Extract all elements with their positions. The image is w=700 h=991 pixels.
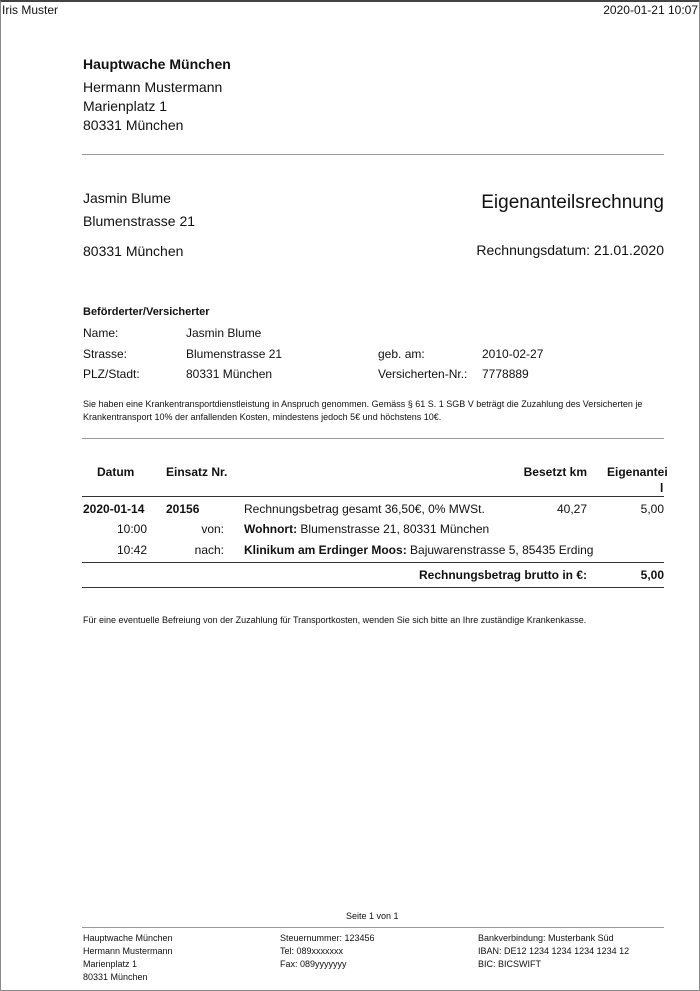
divider-notice	[82, 438, 664, 439]
header-timestamp: 2020-01-21 10:07	[603, 3, 698, 17]
exemption-note: Für eine eventuelle Befreiung von der Zuzahlung für Transportkosten, wenden Sie sich bitte an Ihre zuständige Krankenkasse.	[83, 615, 587, 625]
from-time: 10:00	[116, 522, 147, 536]
sender-company: Hauptwache München	[83, 56, 231, 72]
col-header-share-wrap: l	[660, 481, 664, 495]
footer-iban: IBAN: DE12 1234 1234 1234 1234 12	[478, 946, 630, 956]
header-user: Iris Muster	[2, 3, 59, 17]
invoice-title: Eigenanteilsrechnung	[481, 192, 664, 213]
table-bottom-divider	[82, 587, 664, 588]
patient-street-value: Blumenstrasse 21	[186, 347, 283, 361]
footer-contact-name: Hermann Mustermann	[83, 946, 173, 956]
recipient-street: Blumenstrasse 21	[83, 213, 196, 229]
row-date: 2020-01-14	[83, 502, 145, 516]
sender-street: Marienplatz 1	[83, 98, 168, 114]
invoice-date: Rechnungsdatum: 21.01.2020	[476, 242, 664, 258]
to-time: 10:42	[116, 543, 147, 557]
patient-heading: Beförderter/Versicherter	[83, 306, 210, 318]
col-header-share: Eigenantei	[607, 465, 668, 479]
to-street: Bajuwarenstrasse 5, 85435 Erding	[406, 543, 594, 557]
table-total-divider	[82, 562, 664, 563]
footer-bic: BIC: BICSWIFT	[478, 959, 541, 969]
footer-divider	[82, 927, 664, 928]
patient-name-value: Jasmin Blume	[186, 326, 262, 340]
sender-city: 80331 München	[83, 117, 184, 133]
patient-insurance-value: 7778889	[482, 367, 529, 381]
row-description: Rechnungsbetrag gesamt 36,50€, 0% MWSt.	[244, 502, 485, 516]
from-address	[244, 522, 489, 536]
table-header-divider	[82, 496, 664, 497]
footer-fax: Fax: 089yyyyyyy	[280, 959, 347, 969]
to-address	[244, 543, 593, 557]
row-mission: 20156	[166, 502, 200, 516]
footer-tax-number: Steuernummer: 123456	[280, 933, 375, 943]
footer-bank: Bankverbindung: Musterbank Süd	[478, 933, 614, 943]
footer-street: Marienplatz 1	[83, 959, 138, 969]
row-share: 5,00	[640, 502, 664, 516]
col-header-date: Datum	[97, 465, 135, 479]
sender-name: Hermann Mustermann	[83, 79, 223, 95]
footer-city: 80331 München	[83, 972, 148, 982]
row-km: 40,27	[556, 502, 587, 516]
col-header-km: Besetzt km	[523, 465, 587, 479]
total-label: Rechnungsbetrag brutto in €:	[419, 568, 587, 582]
divider-sender	[82, 154, 664, 155]
patient-name-label: Name:	[83, 326, 119, 340]
patient-city-value: 80331 München	[186, 367, 273, 381]
col-header-mission: Einsatz Nr.	[166, 465, 228, 479]
patient-dob-label: geb. am:	[378, 347, 425, 361]
from-label: von:	[201, 522, 224, 536]
patient-city-label: PLZ/Stadt:	[83, 367, 140, 381]
to-label: nach:	[194, 543, 224, 557]
page-number: Seite 1 von 1	[346, 911, 399, 921]
to-place: Klinikum am Erdinger Moos:	[244, 543, 407, 557]
footer-company: Hauptwache München	[83, 933, 173, 943]
recipient-name: Jasmin Blume	[83, 190, 171, 206]
legal-notice: Sie haben eine Krankentransportdienstleistung in Anspruch genommen. Gemäss § 61 S. 1 SGB V beträgt die Zuzahlung des Versicherten je Krankentransport 10% der anfallenden Kosten, mindestens jedoch 5€ und höchstens 10€.	[83, 399, 643, 422]
from-place: Wohnort:	[244, 522, 298, 536]
patient-insurance-label: Versicherten-Nr.:	[378, 367, 468, 381]
recipient-city: 80331 München	[83, 243, 184, 259]
total-value: 5,00	[640, 568, 664, 582]
patient-street-label: Strasse:	[83, 347, 128, 361]
patient-dob-value: 2010-02-27	[482, 347, 544, 361]
from-street: Blumenstrasse 21, 80331 München	[297, 522, 490, 536]
footer-phone: Tel: 089xxxxxxx	[280, 946, 344, 956]
